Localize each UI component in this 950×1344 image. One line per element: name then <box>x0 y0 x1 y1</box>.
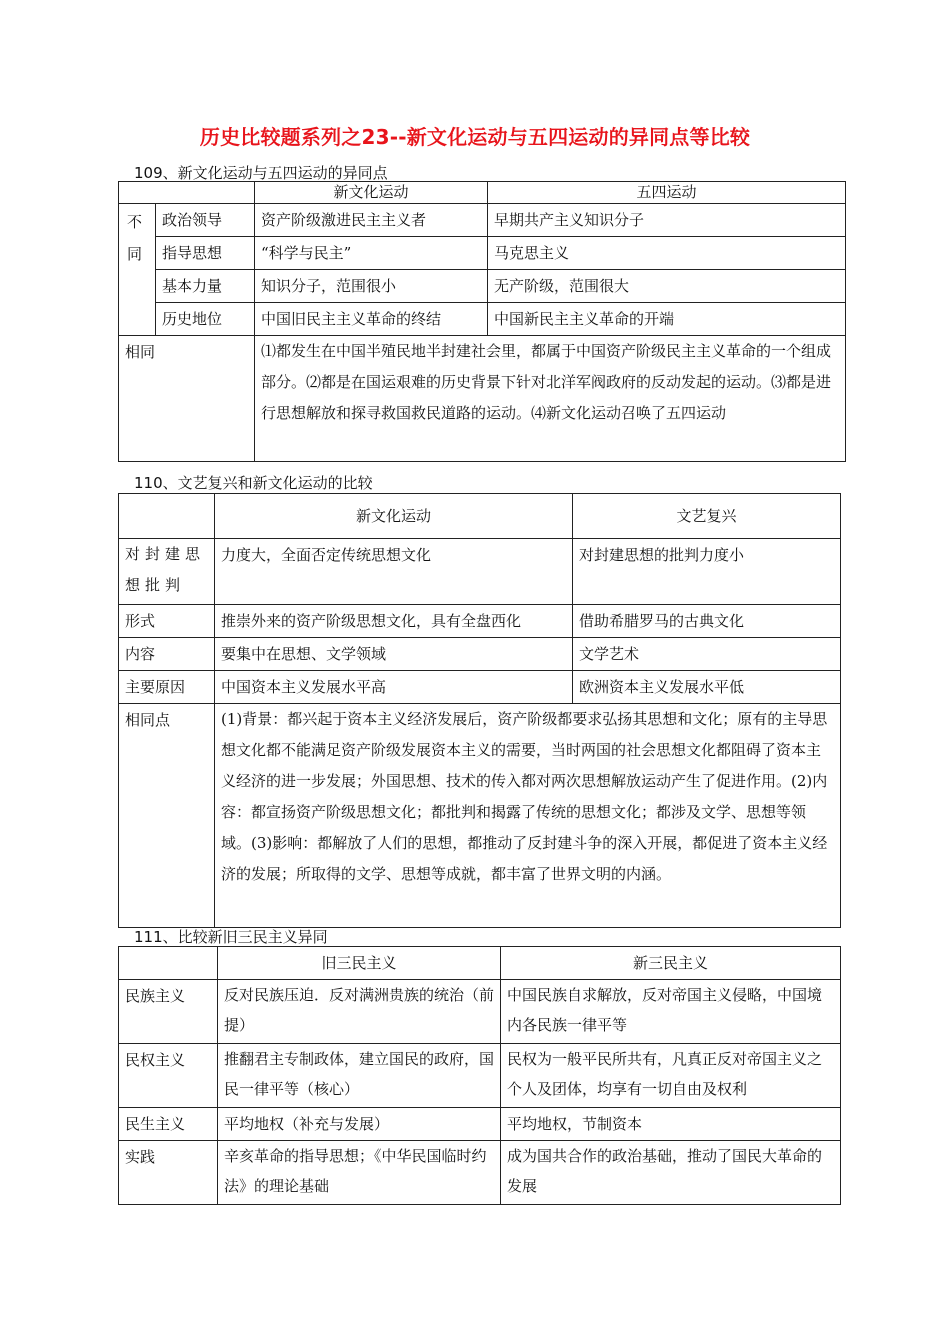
cell-b: 欧洲资本主义发展水平低 <box>573 671 841 704</box>
cell-a: 中国旧民主主义革命的终结 <box>255 303 488 336</box>
cell-b: 借助希腊罗马的古典文化 <box>573 605 841 638</box>
row-label: 基本力量 <box>156 270 255 303</box>
row-label: 民权主义 <box>119 1044 218 1108</box>
corner-cell <box>119 494 215 539</box>
cell-b: 民权为一般平民所共有，凡真正反对帝国主义之个人及团体，均享有一切自由及权利 <box>501 1044 841 1108</box>
same-label: 相同点 <box>119 704 215 928</box>
table-row <box>119 182 846 204</box>
col-header-b: 五四运动 <box>488 182 846 204</box>
table-row <box>119 336 846 462</box>
col-header-b: 文艺复兴 <box>573 494 841 539</box>
cell-a: 反对民族压迫．反对满洲贵族的统治（前提） <box>218 980 501 1044</box>
cell-b: 中国新民主主义革命的开端 <box>488 303 846 336</box>
row-label: 实践 <box>119 1141 218 1205</box>
row-label: 民族主义 <box>119 980 218 1044</box>
table-row <box>119 980 841 1044</box>
corner-cell <box>119 947 218 980</box>
row-label: 对封建思想批判 <box>119 539 215 605</box>
section-109-heading: 109、新文化运动与五四运动的异同点 <box>134 164 388 182</box>
col-header-a: 新文化运动 <box>255 182 488 204</box>
cell-a: 知识分子，范围很小 <box>255 270 488 303</box>
row-label: 主要原因 <box>119 671 215 704</box>
table-109 <box>118 181 846 462</box>
table-row <box>119 1044 841 1108</box>
table-row <box>119 237 846 270</box>
cell-a: 辛亥革命的指导思想；《中华民国临时约法》的理论基础 <box>218 1141 501 1205</box>
table-row <box>119 270 846 303</box>
cell-a: 力度大，全面否定传统思想文化 <box>215 539 573 605</box>
diff-label-text: 不同 <box>127 213 143 263</box>
col-header-a: 新文化运动 <box>215 494 573 539</box>
same-text: (1)背景：都兴起于资本主义经济发展后，资产阶级都要求弘扬其思想和文化；原有的主导思想文化都不能满足资产阶级发展资本主义的需要，当时两国的社会思想文化都阻碍了资本主义经济的进一步发展；外国思想、技术的传入都对两次思想解放运动产生了促进作用。(2)内容：都宣扬资产阶级思想文化；都批判和揭露了传统的思想文化；都涉及文学、思想等领域。(3)影响：都解放了人们的思想，都推动了反封建斗争的深入开展，都促进了资本主义经济的发展；所取得的文学、思想等成就，都丰富了世界文明的内涵。 <box>215 704 841 928</box>
table-row <box>119 1141 841 1205</box>
table-row <box>119 638 841 671</box>
cell-b: 文学艺术 <box>573 638 841 671</box>
cell-b: 早期共产主义知识分子 <box>488 204 846 237</box>
col-header-b: 新三民主义 <box>501 947 841 980</box>
table-row <box>119 1108 841 1141</box>
cell-a: 平均地权（补充与发展） <box>218 1108 501 1141</box>
section-110-heading: 110、文艺复兴和新文化运动的比较 <box>134 474 373 492</box>
corner-cell <box>119 182 255 204</box>
page-title: 历史比较题系列之23--新文化运动与五四运动的异同点等比较 <box>199 125 751 149</box>
table-110 <box>118 493 841 928</box>
cell-a: 推崇外来的资产阶级思想文化，具有全盘西化 <box>215 605 573 638</box>
cell-a: 要集中在思想、文学领域 <box>215 638 573 671</box>
cell-b: 无产阶级，范围很大 <box>488 270 846 303</box>
table-111 <box>118 946 841 1205</box>
cell-a: “科学与民主” <box>255 237 488 270</box>
section-111-heading: 111、比较新旧三民主义异同 <box>134 928 328 946</box>
cell-a: 推翻君主专制政体，建立国民的政府，国民一律平等（核心） <box>218 1044 501 1108</box>
same-text: ⑴都发生在中国半殖民地半封建社会里，都属于中国资产阶级民主主义革命的一个组成部分。⑵都是在国运艰难的历史背景下针对北洋军阀政府的反动发起的运动。⑶都是进行思想解放和探寻救国救民道路的运动。⑷新文化运动召唤了五四运动 <box>255 336 846 462</box>
cell-b: 马克思主义 <box>488 237 846 270</box>
row-label: 民生主义 <box>119 1108 218 1141</box>
table-row <box>119 539 841 605</box>
table-row <box>119 947 841 980</box>
diff-label <box>119 204 156 336</box>
cell-b: 中国民族自求解放，反对帝国主义侵略，中国境内各民族一律平等 <box>501 980 841 1044</box>
table-row <box>119 704 841 928</box>
row-label: 内容 <box>119 638 215 671</box>
row-label: 指导思想 <box>156 237 255 270</box>
cell-b: 成为国共合作的政治基础，推动了国民大革命的发展 <box>501 1141 841 1205</box>
col-header-a: 旧三民主义 <box>218 947 501 980</box>
table-row <box>119 494 841 539</box>
cell-b: 对封建思想的批判力度小 <box>573 539 841 605</box>
row-label: 形式 <box>119 605 215 638</box>
same-label: 相同 <box>119 336 255 462</box>
table-row <box>119 671 841 704</box>
cell-a: 资产阶级激进民主主义者 <box>255 204 488 237</box>
row-label: 历史地位 <box>156 303 255 336</box>
row-label: 政治领导 <box>156 204 255 237</box>
cell-b: 平均地权，节制资本 <box>501 1108 841 1141</box>
cell-a: 中国资本主义发展水平高 <box>215 671 573 704</box>
table-row <box>119 605 841 638</box>
table-row <box>119 303 846 336</box>
table-row <box>119 204 846 237</box>
